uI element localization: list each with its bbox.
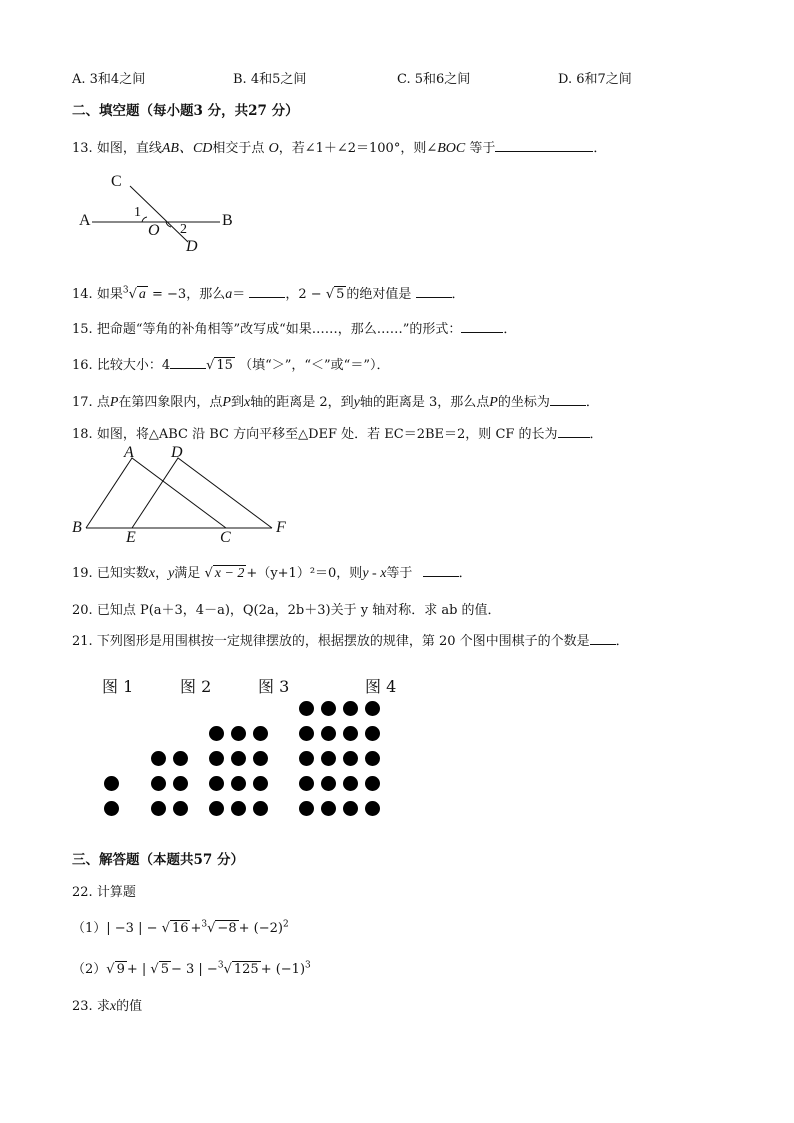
q23-text-1: 求 [96,999,110,1014]
go-stone [209,751,224,766]
go-stone [209,776,224,791]
go-stone [299,701,314,716]
q21-figure-label-2: 图 2 [180,677,212,696]
q22-p2-expr-3: + (−1) [260,962,306,977]
q17-text-3: 到 [230,395,244,410]
q22-p1-cbrt-neg8: √ −8 [207,921,237,936]
q16-number: 16. [72,358,93,373]
q21-figure-label-4: 图 4 [365,677,397,696]
q17-number: 17. [72,395,93,410]
go-stone [343,726,358,741]
q14-answer-blank-2[interactable] [416,285,452,298]
go-stone [231,726,246,741]
question-20 [72,599,501,618]
q21-text: 下列图形是用围棋按一定规律摆放的，根据摆放的规律，第 20 个图中围棋子的个数是 [96,634,590,649]
go-stone [299,801,314,816]
q17-text-2: 在第四象限内，点 [118,395,223,410]
section-title-fill-in: 二、填空题（每小题3 分，共27 分） [72,103,299,119]
q15-end: ． [503,322,517,337]
q13-lines: AB、CD [161,141,213,156]
go-stone [253,776,268,791]
q22-p1-exponent: 2 [282,919,289,930]
q22-p2-exponent: 3 [305,960,311,971]
q17-answer-blank[interactable] [550,393,586,406]
choice-d: D. 6和7之间 [558,72,632,87]
q22-p1-sqrt-16: √ 16 [161,921,189,936]
go-stone [343,751,358,766]
q22-text: 计算题 [96,885,136,900]
q14-number: 14. [72,287,93,302]
q19-text-4: 等于 [386,566,413,581]
q13-text-3: ，若∠1＋∠2＝100°，则∠ [278,141,438,156]
go-stone [151,776,166,791]
q22-number: 22. [72,885,93,900]
q22-p1-expr-1: | −3 | − [106,921,158,936]
q13-answer-blank[interactable] [495,139,593,152]
go-stone [365,701,380,716]
q22-p2-root-index: 3 [217,960,224,971]
q13-figure [76,172,246,256]
q19-answer-blank[interactable] [423,564,459,577]
q13-label-c: C [111,173,122,190]
q17-point-p-1: P [109,395,119,410]
q18-number: 18. [72,427,93,442]
q18-answer-blank[interactable] [558,425,590,438]
go-stone [321,726,336,741]
q14-text-2: = −3，那么 [152,287,226,302]
q16-text-2: （填“＞”，“＜”或“＝”）． [239,358,390,373]
q19-var-y: y [168,566,175,581]
q17-axis-x: x [244,395,251,410]
choice-b: B. 4和5之间 [233,72,307,87]
q22-p2-cbrt-125: √ 125 [223,962,259,977]
q13-text-2: 相交于点 [212,141,265,156]
go-stone [209,726,224,741]
go-stone [321,801,336,816]
question-21 [72,630,629,649]
q22-part-1 [72,917,289,936]
q19-comma: ， [155,566,169,581]
q13-label-a: A [79,212,91,229]
go-stone [104,801,119,816]
q13-label-1: 1 [134,205,141,220]
go-stone [343,701,358,716]
q18-label-a: A [124,444,134,461]
go-stone [173,801,188,816]
angle-1-arc [142,217,147,222]
q22-part-2 [72,958,311,977]
q21-answer-blank[interactable] [590,632,616,645]
q13-label-d: D [186,238,198,255]
q22-p2-sqrt-5: √ 5 [150,962,169,977]
q15-answer-blank[interactable] [461,320,503,333]
go-stone [173,751,188,766]
q17-axis-y: y [353,395,360,410]
q13-text-1: 如图，直线 [96,141,162,156]
q13-end: ． [593,141,607,156]
go-stone [299,776,314,791]
go-stone [151,801,166,816]
q19-var-x: x [148,566,156,581]
q22-p1-expr-2: + [190,921,202,936]
go-stone [209,801,224,816]
q21-end: ． [615,634,629,649]
go-stone [253,801,268,816]
q16-sqrt-15: √ 15 [206,358,233,373]
go-stone [173,776,188,791]
q14-end: ． [451,287,465,302]
q18-label-e: E [126,529,136,546]
go-stone [231,751,246,766]
q17-point-p-3: P [489,395,498,410]
q14-text-3: ＝ [232,287,246,302]
go-stone [365,801,380,816]
q22-p1-label: （1） [72,921,107,936]
question-14 [72,283,465,303]
question-18 [72,423,603,442]
q14-cube-root-a: √ a [128,287,146,302]
q18-label-b: B [72,519,82,536]
go-stone [343,776,358,791]
go-stone [299,751,314,766]
q13-label-o: O [148,222,160,239]
q16-text-1: 比较大小：4 [96,358,171,373]
q14-root-index: 3 [122,285,129,296]
go-stone [104,776,119,791]
q13-angle-boc: BOC [437,141,466,156]
q13-point-o: O [268,141,279,156]
q18-label-d: D [171,444,183,461]
q19-text-3: +（y+1）²＝0，则 [246,566,363,581]
q23-number: 23. [72,999,93,1014]
question-22 [72,881,136,900]
q17-text-5: 轴的距离是 3，那么点 [359,395,490,410]
q18-triangles-diagram [70,444,300,548]
q21-figure-label-3: 图 3 [258,677,290,696]
go-stone [321,751,336,766]
q22-p2-expr-2: − 3 | − [170,962,218,977]
go-stone [365,726,380,741]
question-17 [72,391,599,411]
go-stone [253,751,268,766]
q13-lines-diagram [76,172,246,256]
q20-number: 20. [72,603,93,618]
q23-var-x: x [109,999,117,1014]
q18-label-c: C [220,529,231,546]
triangle-def [132,458,272,528]
q16-answer-blank[interactable] [170,356,206,369]
q17-end: ． [585,395,599,410]
question-13 [72,137,606,157]
q19-expr: y - x [362,566,387,581]
go-stone [321,701,336,716]
q19-number: 19. [72,566,93,581]
q22-p2-sqrt-9: √ 9 [106,962,125,977]
question-15 [72,318,516,337]
triangle-abc [86,458,226,528]
q21-number: 21. [72,634,93,649]
q13-label-b: B [222,212,233,229]
q23-text-2: 的值 [116,999,143,1014]
q21-figure-label-1: 图 1 [102,677,134,696]
go-stone [343,801,358,816]
q18-figure [70,444,300,548]
section-title-solutions: 三、解答题（本题共57 分） [72,852,244,868]
q17-text-6: 的坐标为 [497,395,550,410]
q18-text: 如图，将△ABC 沿 BC 方向平移至△DEF 处．若 EC＝2BE＝2，则 CF 的长为 [96,427,558,442]
go-stone [231,776,246,791]
q22-p2-expr-1: + | [126,962,147,977]
choice-a: A. 3和4之间 [72,72,146,87]
q20-text: 已知点 P(a＋3，4－a)，Q(2a，2b＋3)关于 y 轴对称．求 ab 的值． [96,603,501,618]
q19-text-2: 满足 [174,566,201,581]
q13-text-4: 等于 [469,141,496,156]
q13-number: 13. [72,141,93,156]
choice-c: C. 5和6之间 [397,72,471,87]
q15-number: 15. [72,322,93,337]
q19-text-1: 已知实数 [96,566,149,581]
q13-label-2: 2 [180,222,187,237]
q22-p1-expr-3: + (−2) [238,921,283,936]
go-stone [321,776,336,791]
q14-text-5: 的绝对值是 [346,287,412,302]
q18-end: ． [589,427,603,442]
q22-p2-label: （2） [72,962,107,977]
go-stone [151,751,166,766]
q19-sqrt-x-minus-2: √ x − 2 [204,566,245,581]
q14-answer-blank-1[interactable] [249,285,285,298]
q14-text-4: ，2 − [285,287,322,302]
question-19 [72,562,472,582]
q22-p1-root-index: 3 [201,919,208,930]
go-stone [365,751,380,766]
q17-text-4: 轴的距离是 2，到 [250,395,354,410]
q14-var-a: a [225,287,233,302]
q15-text: 把命题“等角的补角相等”改写成“如果……，那么……”的形式： [96,322,462,337]
q14-sqrt-5: √ 5 [325,287,345,302]
q19-end: ． [458,566,472,581]
go-stone [299,726,314,741]
question-23 [72,995,142,1015]
q17-text-1: 点 [96,395,110,410]
q18-label-f: F [276,519,286,536]
question-16 [72,354,389,373]
go-stone [365,776,380,791]
q17-point-p-2: P [222,395,231,410]
go-stone [253,726,268,741]
q14-text-1: 如果 [96,287,123,302]
go-stone [231,801,246,816]
